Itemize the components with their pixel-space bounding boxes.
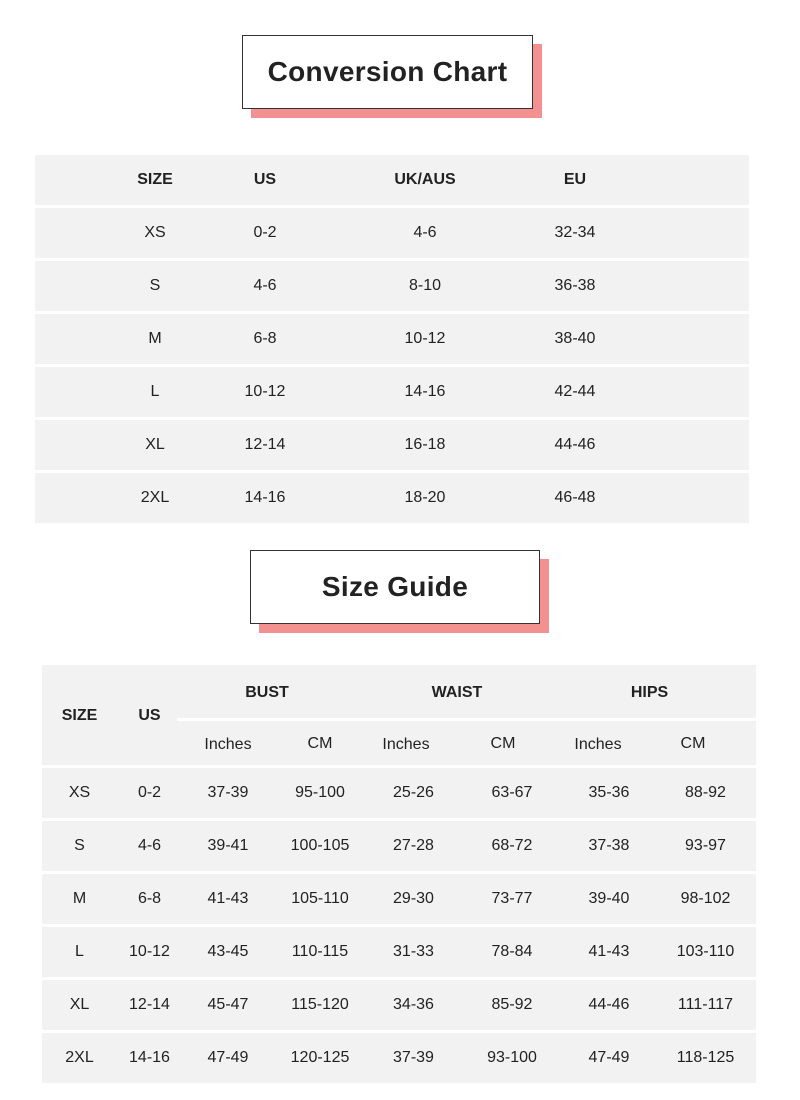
cell-bust-inches: 37-39: [207, 784, 249, 801]
conversion-chart-title: Conversion Chart: [242, 35, 533, 109]
cell-hips-inches: 41-43: [588, 943, 630, 960]
cell-bust-cm: 120-125: [290, 1049, 350, 1066]
cell-hips-cm: 88-92: [685, 784, 726, 801]
cell-eu: 46-48: [554, 489, 596, 506]
cell-waist-inches: 27-28: [393, 837, 434, 854]
cell-waist-cm: 93-100: [487, 1049, 537, 1066]
cell-size: 2XL: [140, 489, 170, 506]
cell-us: 10-12: [244, 383, 286, 400]
header-size: SIZE: [137, 171, 173, 188]
unit-bust-inches: Inches: [204, 736, 252, 753]
cell-size: M: [72, 890, 87, 907]
cell-us: 4-6: [137, 837, 162, 854]
cell-bust-inches: 41-43: [207, 890, 249, 907]
cell-hips-cm: 98-102: [680, 890, 731, 907]
cell-bust-cm: 110-115: [291, 943, 349, 960]
header-divider: [177, 718, 756, 721]
table-row: [35, 314, 749, 364]
header-bust: BUST: [245, 684, 289, 701]
conversion-header-row: [35, 155, 749, 205]
cell-size: S: [149, 277, 161, 294]
cell-waist-cm: 68-72: [491, 837, 533, 854]
cell-size: XS: [144, 224, 166, 241]
cell-hips-cm: 93-97: [685, 837, 726, 854]
cell-bust-cm: 105-110: [291, 890, 349, 907]
cell-us: 14-16: [244, 489, 286, 506]
cell-bust-cm: 95-100: [295, 784, 345, 801]
table-row: [42, 980, 756, 1030]
header-uk-aus: UK/AUS: [394, 171, 456, 188]
unit-waist-inches: Inches: [382, 736, 430, 753]
unit-waist-cm: CM: [490, 735, 516, 752]
table-row: [42, 768, 756, 818]
size-guide-title: Size Guide: [250, 550, 540, 624]
table-row: [35, 420, 749, 470]
table-row: [35, 367, 749, 417]
cell-size: L: [75, 943, 84, 960]
table-row: [42, 874, 756, 924]
cell-size: M: [148, 330, 162, 347]
cell-waist-cm: 63-67: [491, 784, 533, 801]
header-eu: EU: [563, 171, 587, 188]
cell-size: XS: [68, 784, 91, 801]
header-waist: WAIST: [431, 684, 483, 701]
cell-hips-cm: 103-110: [676, 943, 735, 960]
cell-size: XL: [69, 996, 90, 1013]
cell-hips-inches: 37-38: [588, 837, 630, 854]
cell-us: 0-2: [137, 784, 162, 801]
unit-hips-inches: Inches: [574, 736, 622, 753]
table-row: [35, 473, 749, 523]
cell-uk-aus: 14-16: [404, 383, 446, 400]
guide-header: [42, 665, 756, 765]
cell-bust-inches: 47-49: [207, 1049, 249, 1066]
cell-bust-inches: 39-41: [207, 837, 249, 854]
cell-uk-aus: 4-6: [413, 224, 437, 241]
cell-bust-cm: 115-120: [291, 996, 349, 1013]
cell-hips-cm: 111-117: [677, 996, 734, 1013]
cell-waist-cm: 85-92: [491, 996, 533, 1013]
table-row: [35, 208, 749, 258]
cell-uk-aus: 16-18: [404, 436, 446, 453]
cell-us: 14-16: [129, 1049, 170, 1066]
cell-us: 12-14: [129, 996, 170, 1013]
cell-us: 10-12: [129, 943, 170, 960]
cell-uk-aus: 18-20: [404, 489, 446, 506]
cell-us: 12-14: [244, 436, 286, 453]
table-row: [42, 1033, 756, 1083]
header-us: US: [138, 707, 161, 724]
cell-us: 4-6: [253, 277, 277, 294]
cell-size: XL: [145, 436, 165, 453]
cell-bust-cm: 100-105: [290, 837, 350, 854]
cell-waist-inches: 34-36: [393, 996, 434, 1013]
cell-eu: 38-40: [554, 330, 596, 347]
cell-waist-inches: 37-39: [393, 1049, 434, 1066]
cell-waist-inches: 29-30: [393, 890, 434, 907]
header-hips: HIPS: [630, 684, 669, 701]
header-size: SIZE: [61, 707, 98, 724]
cell-size: 2XL: [65, 1049, 94, 1066]
cell-eu: 36-38: [554, 277, 596, 294]
cell-hips-inches: 44-46: [588, 996, 630, 1013]
table-row: [42, 927, 756, 977]
table-row: [35, 261, 749, 311]
cell-us: 6-8: [137, 890, 162, 907]
unit-bust-cm: CM: [307, 735, 333, 752]
table-row: [42, 821, 756, 871]
cell-waist-inches: 25-26: [393, 784, 434, 801]
cell-eu: 42-44: [554, 383, 596, 400]
cell-uk-aus: 10-12: [404, 330, 446, 347]
cell-waist-cm: 73-77: [491, 890, 533, 907]
cell-waist-cm: 78-84: [491, 943, 533, 960]
cell-size: S: [74, 837, 85, 854]
cell-hips-inches: 35-36: [588, 784, 630, 801]
cell-bust-inches: 43-45: [207, 943, 249, 960]
cell-waist-inches: 31-33: [393, 943, 434, 960]
cell-size: L: [150, 383, 160, 400]
cell-us: 6-8: [253, 330, 277, 347]
conversion-table: [35, 155, 749, 526]
cell-bust-inches: 45-47: [207, 996, 249, 1013]
unit-hips-cm: CM: [680, 735, 706, 752]
size-guide-table: [42, 665, 756, 1086]
cell-eu: 44-46: [554, 436, 596, 453]
cell-uk-aus: 8-10: [408, 277, 442, 294]
cell-hips-cm: 118-125: [676, 1049, 735, 1066]
cell-eu: 32-34: [554, 224, 596, 241]
cell-us: 0-2: [253, 224, 277, 241]
cell-hips-inches: 39-40: [588, 890, 630, 907]
cell-hips-inches: 47-49: [588, 1049, 630, 1066]
header-us: US: [253, 171, 277, 188]
